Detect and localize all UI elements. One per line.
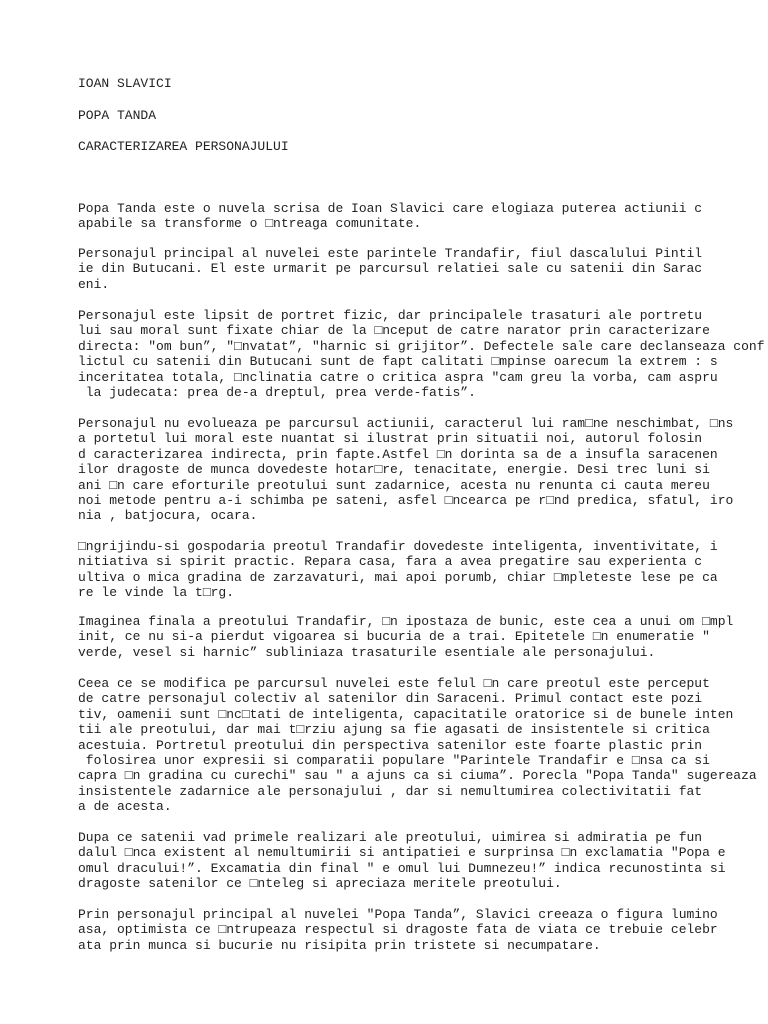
text-line: nia , batjocura, ocara. xyxy=(78,508,258,524)
text-line: Imaginea finala a preotului Trandafir, □n ipostaza de bunic, este cea a unui om □mpl xyxy=(78,614,734,629)
text-line: eni. xyxy=(78,276,110,292)
text-line: apabile sa transforme o □ntreaga comunitate. xyxy=(78,216,422,232)
text-line: tiv, oamenii sunt □nc□tati de inteligenta, capacitatile oratorice si de bunele inten xyxy=(78,706,734,722)
text-line: inceritatea totala, □nclinatia catre o critica aspra "cam greu la vorba, cam aspru xyxy=(78,369,718,385)
text-line: Dupa ce satenii vad primele realizari ale preotului, uimirea si admiratia pe fun xyxy=(78,830,703,845)
text-line: dalul □nca existent al nemultumirii si antipatiei e surprinsa □n exclamatia "Popa e xyxy=(78,845,726,861)
text-line: nitiativa si spirit practic. Repara casa, fara a avea pregatire sau experienta c xyxy=(78,554,703,570)
text-line: ilor dragoste de munca dovedeste hotar□re, tenacitate, energie. Desi trec luni si xyxy=(78,462,710,478)
text-line: init, ce nu si-a pierdut vigoarea si bucuria de a trai. Epitetele □n enumeratie " xyxy=(78,629,710,645)
text-line: Popa Tanda este o nuvela scrisa de Ioan Slavici care elogiaza puterea actiunii c xyxy=(78,201,703,216)
text-line: Personajul este lipsit de portret fizic, dar principalele trasaturi ale portretu xyxy=(78,308,703,323)
text-line: asa, optimista ce □ntrupeaza respectul si dragoste fata de viata ce trebuie celebr xyxy=(78,922,718,938)
text-line: directa: "om bun”, "□nvatat”, "harnic si grijitor”. Defectele sale care declanseaza conf xyxy=(78,338,765,354)
text-line: noi metode pentru a-i schimba pe sateni, asfel □ncearca pe r□nd predica, sfatul, iro xyxy=(78,493,734,508)
text-line: capra □n gradina cu curechi" sau " a ajuns ca si ciuma”. Porecla "Popa Tanda" sugereaza xyxy=(78,768,757,784)
text-line: la judecata: prea de-a dreptul, prea verde-fatis”. xyxy=(78,385,476,400)
author-heading: IOAN SLAVICI xyxy=(78,76,172,91)
text-line: ata prin munca si bucurie nu risipita prin tristete si necumpatare. xyxy=(78,937,601,953)
text-line: verde, vesel si harnic” subliniaza trasaturile esentiale ale personajului. xyxy=(78,644,656,660)
text-line: d caracterizarea indirecta, prin fapte.Astfel □n dorinta sa de a insufla saracenen xyxy=(78,446,718,462)
text-line: insistentele zadarnice ale personajului , dar si nemultumirea colectivitatii fat xyxy=(78,783,703,799)
text-line: Personajul nu evolueaza pe parcursul actiunii, caracterul lui ram□ne neschimbat, □ns xyxy=(78,416,734,431)
text-line: lui sau moral sunt fixate chiar de la □nceput de catre narator prin caracterizare xyxy=(78,323,710,339)
text-line: a de acesta. xyxy=(78,799,172,815)
text-line: omul dracului!”. Excamatia din final " e omul lui Dumnezeu!” indica recunostinta si xyxy=(78,860,726,876)
text-line: acestuia. Portretul preotului din perspectiva satenilor este foarte plastic prin xyxy=(78,737,703,753)
text-line: de catre personajul colectiv al satenilor din Saraceni. Primul contact este pozi xyxy=(78,691,703,707)
text-line: tii ale preotului, dar mai t□rziu ajung sa fie agasati de insistentele si critica xyxy=(78,722,710,738)
text-line: lictul cu satenii din Butucani sunt de fapt calitati □mpinse oarecum la extrem : s xyxy=(78,354,718,370)
text-line: a portetul lui moral este nuantat si ilustrat prin situatii noi, autorul folosin xyxy=(78,431,703,447)
text-line: re le vinde la t□rg. xyxy=(78,585,235,601)
text-line: ani □n care eforturile preotului sunt zadarnice, acesta nu renunta ci cauta mereu xyxy=(78,477,710,493)
text-line: Prin personajul principal al nuvelei "Popa Tanda”, Slavici creeaza o figura lumino xyxy=(78,907,718,922)
title-heading: POPA TANDA xyxy=(78,108,157,123)
text-line: Personajul principal al nuvelei este parintele Trandafir, fiul dascalului Pintil xyxy=(78,246,703,261)
text-line: □ngrijindu-si gospodaria preotul Trandafir dovedeste inteligenta, inventivitate, i xyxy=(78,539,718,554)
text-line: Ceea ce se modifica pe parcursul nuvelei este felul □n care preotul este perceput xyxy=(78,676,710,691)
text-line: folosirea unor expresii si comparatii populare "Parintele Trandafir e □nsa ca si xyxy=(78,753,710,768)
text-line: ie din Butucani. El este urmarit pe parcursul relatiei sale cu satenii din Sarac xyxy=(78,261,703,277)
text-line: ultiva o mica gradina de zarzavaturi, mai apoi porumb, chiar □mpleteste lese pe ca xyxy=(78,569,718,585)
subtitle-heading: CARACTERIZAREA PERSONAJULUI xyxy=(78,139,289,154)
text-line: dragoste satenilor ce □nteleg si apreciaza meritele preotului. xyxy=(78,876,562,892)
